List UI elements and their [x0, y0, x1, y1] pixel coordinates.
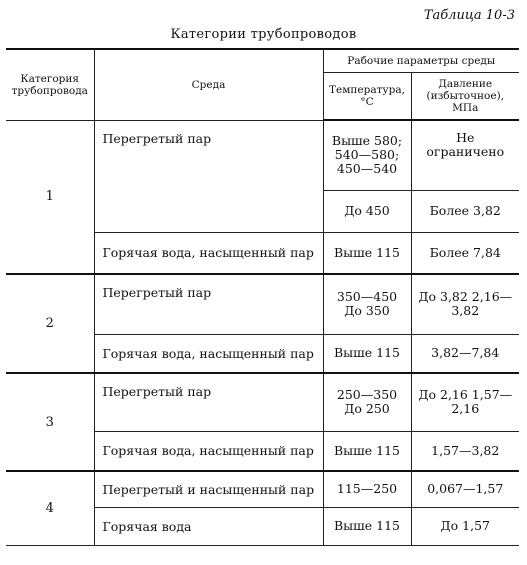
pressure-cell: До 3,82 2,16—3,82: [411, 274, 519, 334]
pipeline-categories-table: [6, 48, 519, 546]
temperature-cell: До 450: [323, 190, 411, 232]
header-medium: Среда: [94, 49, 323, 120]
table-title: Категории трубопроводов: [170, 27, 357, 42]
pressure-cell: 3,82—7,84: [411, 334, 519, 373]
medium-cell: Горячая вода, насыщенный пар: [94, 431, 323, 471]
table-row: [6, 120, 519, 190]
pressure-cell: Не ограничено: [411, 120, 519, 190]
medium-cell: Перегретый пар: [94, 274, 323, 334]
header-pressure: Давление (избыточное), МПа: [411, 73, 519, 121]
temperature-cell: 250—350 До 250: [323, 373, 411, 431]
header-parameters: Рабочие параметры среды: [323, 49, 519, 73]
table-row: [6, 471, 519, 507]
category-cell: 1: [6, 120, 94, 274]
temperature-cell: Выше 115: [323, 431, 411, 471]
medium-cell: Перегретый пар: [94, 120, 323, 232]
temperature-cell: Выше 580; 540—580; 450—540: [323, 120, 411, 190]
pressure-cell: До 2,16 1,57—2,16: [411, 373, 519, 431]
pressure-cell: Более 7,84: [411, 232, 519, 274]
header-temperature: Температура, °С: [323, 73, 411, 121]
category-cell: 3: [6, 373, 94, 471]
temperature-cell: 350—450 До 350: [323, 274, 411, 334]
pressure-cell: До 1,57: [411, 507, 519, 545]
temperature-cell: Выше 115: [323, 334, 411, 373]
temperature-cell: Выше 115: [323, 507, 411, 545]
medium-cell: Горячая вода: [94, 507, 323, 545]
medium-cell: Перегретый и насыщенный пар: [94, 471, 323, 507]
medium-cell: Перегретый пар: [94, 373, 323, 431]
category-cell: 2: [6, 274, 94, 373]
pressure-cell: 0,067—1,57: [411, 471, 519, 507]
medium-cell: Горячая вода, насыщенный пар: [94, 334, 323, 373]
pressure-cell: Более 3,82: [411, 190, 519, 232]
table-row: [6, 373, 519, 431]
temperature-cell: 115—250: [323, 471, 411, 507]
table-row: [6, 274, 519, 334]
header-category: Категория трубопровода: [6, 49, 94, 120]
category-cell: 4: [6, 471, 94, 545]
table-number: Таблица 10-3: [423, 8, 515, 23]
medium-cell: Горячая вода, насыщенный пар: [94, 232, 323, 274]
temperature-cell: Выше 115: [323, 232, 411, 274]
pressure-cell: 1,57—3,82: [411, 431, 519, 471]
